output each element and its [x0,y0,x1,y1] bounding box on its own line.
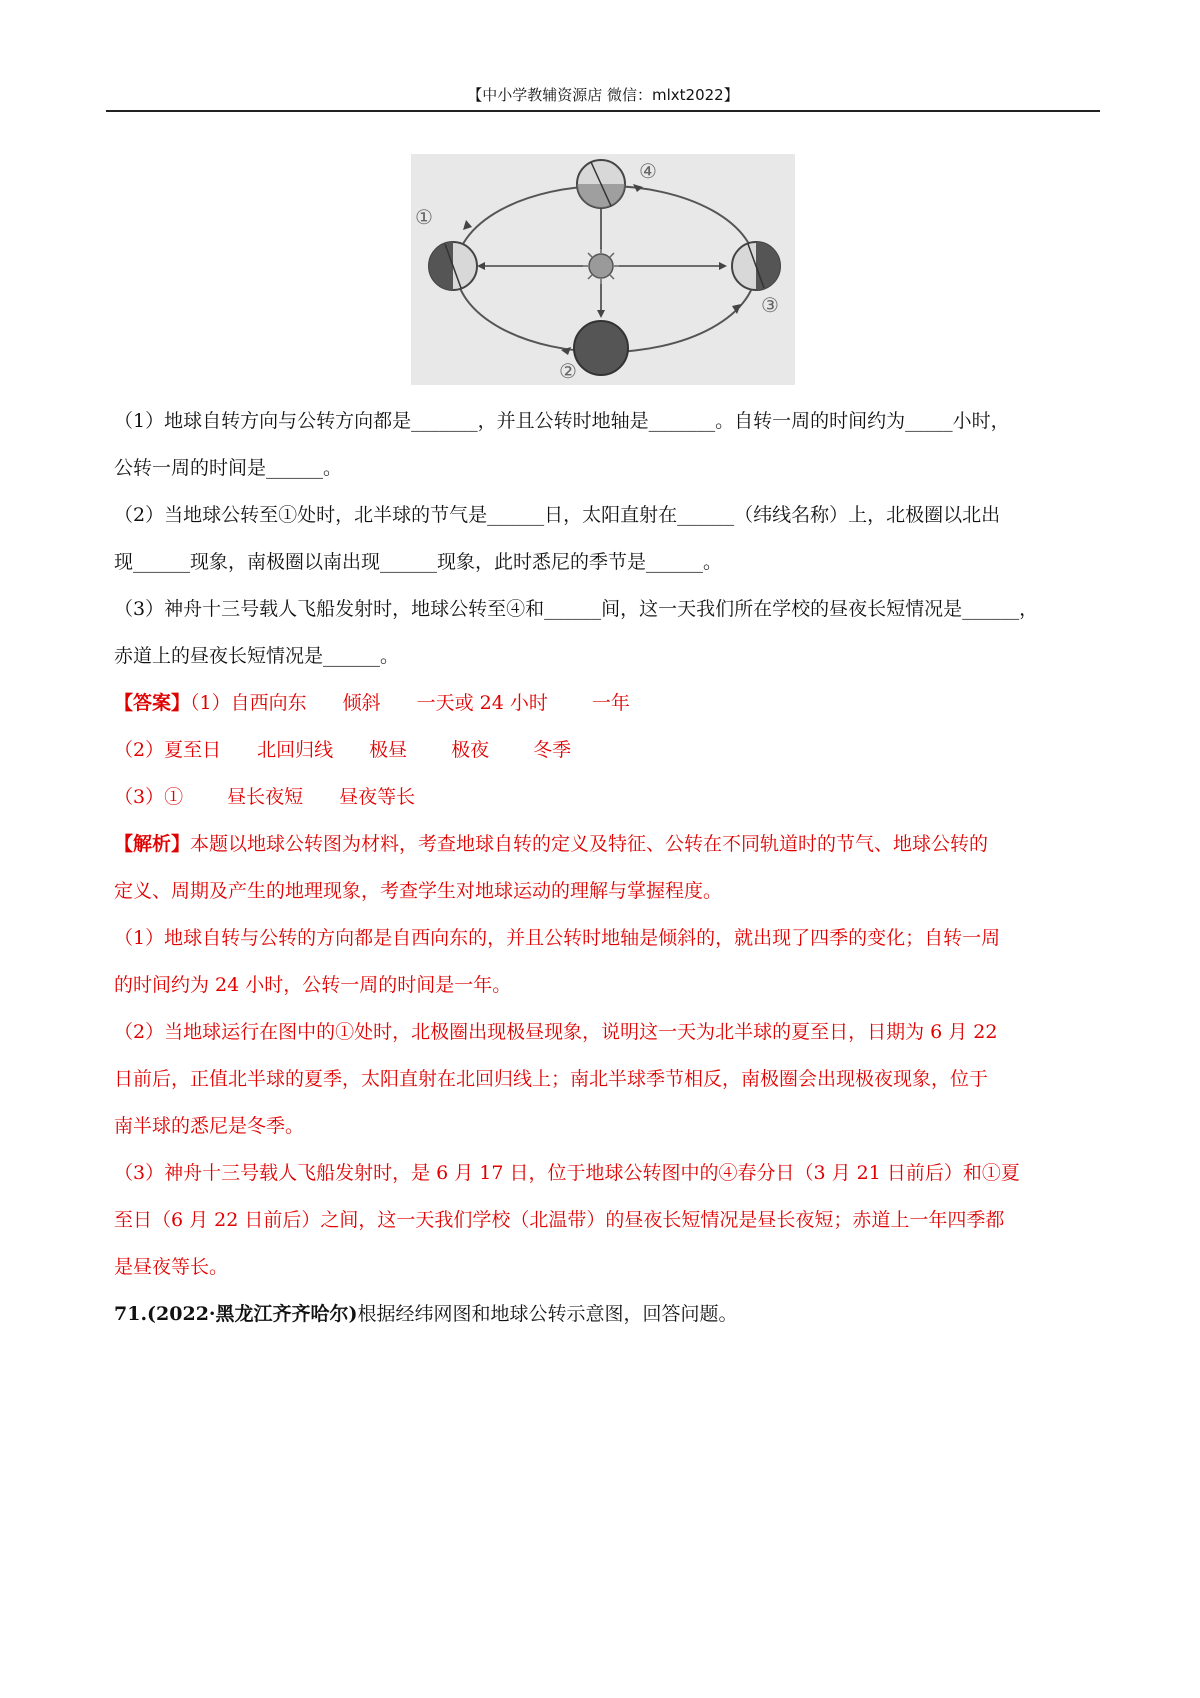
question-1-line-2: 公转一周的时间是______。 [114,457,343,479]
next-question [114,1291,1100,1338]
earth-revolution-figure [411,154,795,385]
question-2-line-1: （2）当地球公转至①处时，北半球的节气是______日，太阳直射在______（纬线名称）上，北极圈以北出 [114,504,1001,526]
figure-label-4: ④ [639,159,657,183]
question-3-line-1: （3）神舟十三号载人飞船发射时，地球公转至④和______间，这一天我们所在学校的昼夜长短情况是______， [114,598,1039,620]
question-3-line-2: 赤道上的昼夜长短情况是______。 [114,645,400,667]
figure-label-2: ② [559,359,577,383]
answer-row-2: （2）夏至日 北回归线 极昼 极夜 冬季 [114,739,572,761]
sun [583,248,619,284]
analysis-intro-line-2: 定义、周期及产生的地理现象，考查学生对地球运动的理解与掌握程度。 [114,880,723,902]
answer-row-1: 【答案】（1）自西向东 倾斜 一天或 24 小时 一年 [114,692,630,714]
analysis-p1-line-2: 的时间约为 24 小时，公转一周的时间是一年。 [114,974,512,996]
analysis-p2-line-2: 日前后，正值北半球的夏季，太阳直射在北回归线上；南北半球季节相反，南极圈会出现极夜现象，位于 [114,1068,989,1090]
header-divider [106,110,1100,112]
analysis-p3-line-1: （3）神舟十三号载人飞船发射时，是 6 月 17 日，位于地球公转图中的④春分日（3 月 21 日前后）和①夏 [114,1162,1020,1184]
analysis-intro-line-1: 【解析】本题以地球公转图为材料，考查地球自转的定义及特征、公转在不同轨道时的节气、地球公转的 [114,833,989,855]
page-header: 【中小学教辅资源店 微信：mlxt2022】 [467,86,739,104]
answer-row-3: （3）① 昼长夜短 昼夜等长 [114,786,416,808]
analysis-p3-line-2: 至日（6 月 22 日前后）之间，这一天我们学校（北温带）的昼夜长短情况是昼长夜短；赤道上一年四季都 [114,1209,1005,1231]
analysis-p1-line-1: （1）地球自转与公转的方向都是自西向东的，并且公转时地轴是倾斜的，就出现了四季的变化；自转一周 [114,927,1001,949]
question-2-line-2: 现______现象，南极圈以南出现______现象，此时悉尼的季节是______。 [114,551,723,573]
figure-label-1: ① [415,205,433,229]
question-1-line-1: （1）地球自转方向与公转方向都是_______，并且公转时地轴是_______。自转一周的时间约为_____小时， [114,410,1010,432]
analysis-p2-line-3: 南半球的悉尼是冬季。 [114,1115,305,1137]
earth-revolution-diagram [411,154,795,385]
earth-position-3 [732,242,780,290]
earth-position-2 [574,321,628,375]
earth-position-4 [577,160,625,208]
next-question-label: 71.(2022·黑龙江齐齐哈尔) [114,1303,358,1325]
next-question-text: 根据经纬网图和地球公转示意图，回答问题。 [357,1303,738,1325]
figure-label-3: ③ [761,293,779,317]
document-body [114,398,1100,1338]
analysis-p2-line-1: （2）当地球运行在图中的①处时，北极圈出现极昼现象，说明这一天为北半球的夏至日，日期为 6 月 22 [114,1021,998,1043]
earth-position-1 [429,242,477,290]
analysis-tag: 【解析】 [114,833,191,855]
answer-tag: 【答案】 [114,692,191,714]
analysis-p3-line-3: 是昼夜等长。 [114,1256,229,1278]
